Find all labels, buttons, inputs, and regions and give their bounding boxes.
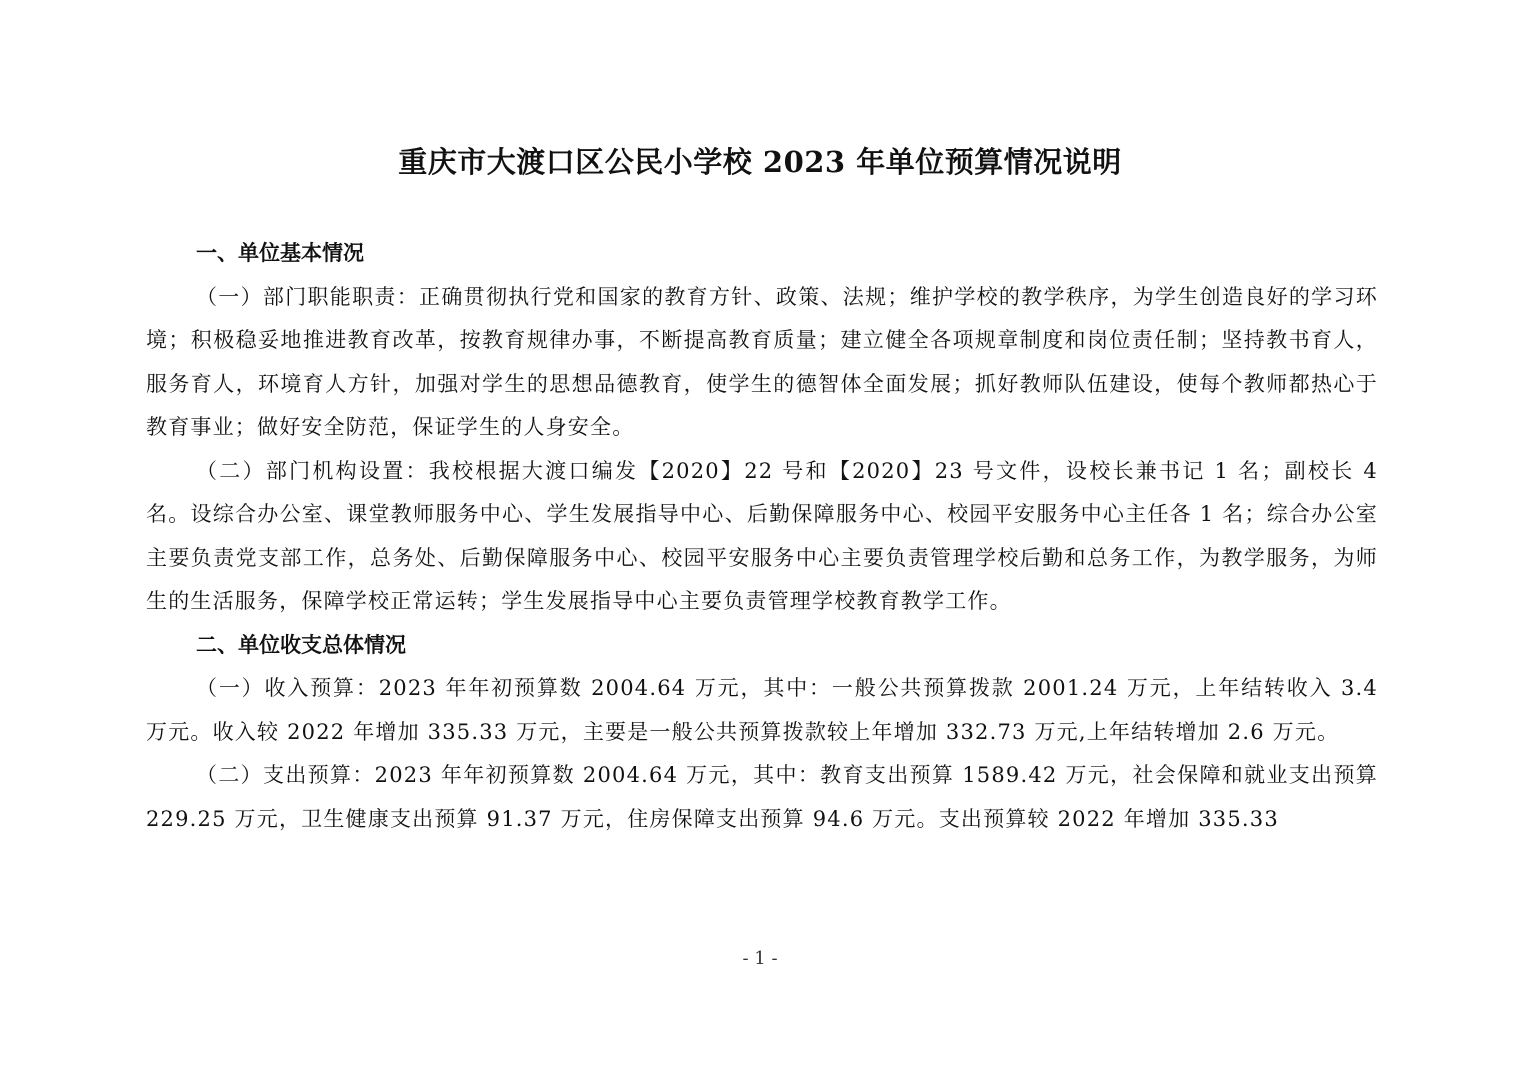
paragraph-expenditure-budget: （二）支出预算：2023 年年初预算数 2004.64 万元，其中：教育支出预算 1589.42 万元，社会保障和就业支出预算 229.25 万元，卫生健康支出预算 91.37 万元，住房保障支出预算 94.6 万元。支出预算较 2022 年增加 335.33 (146, 763, 1378, 831)
page-number: - 1 - (742, 948, 778, 969)
document-body (146, 232, 1378, 841)
document-title: 重庆市大渡口区公民小学校 2023 年单位预算情况说明 (398, 145, 1122, 179)
paragraph-organization: （二）部门机构设置：我校根据大渡口编发【2020】22 号和【2020】23 号文件，设校长兼书记 1 名；副校长 4 名。设综合办公室、课堂教师服务中心、学生发展指导中心、后勤保障服务中心、校园平安服务中心主任各 1 名；综合办公室主要负责党支部工作，总务处、后勤保障服务中心、校园平安服务中心主要负责管理学校后勤和总务工作，为教学服务，为师生的生活服务，保障学校正常运转；学生发展指导中心主要负责管理学校教育教学工作。 (146, 458, 1378, 613)
section-heading-basic-info: 一、单位基本情况 (196, 241, 364, 265)
paragraph-functions: （一）部门职能职责：正确贯彻执行党和国家的教育方针、政策、法规；维护学校的教学秩序，为学生创造良好的学习环境；积极稳妥地推进教育改革，按教育规律办事，不断提高教育质量；建立健全各项规章制度和岗位责任制；坚持教书育人，服务育人，环境育人方针，加强对学生的思想品德教育，使学生的德智体全面发展；抓好教师队伍建设，使每个教师都热心于教育事业；做好安全防范，保证学生的人身安全。 (146, 284, 1378, 439)
section-heading-budget-overview: 二、单位收支总体情况 (196, 632, 406, 657)
paragraph-income-budget: （一）收入预算：2023 年年初预算数 2004.64 万元，其中：一般公共预算拨款 2001.24 万元，上年结转收入 3.4 万元。收入较 2022 年增加 335.33 万元，主要是一般公共预算拨款较上年增加 332.73 万元,上年结转增加 2.6 万元。 (146, 676, 1378, 744)
